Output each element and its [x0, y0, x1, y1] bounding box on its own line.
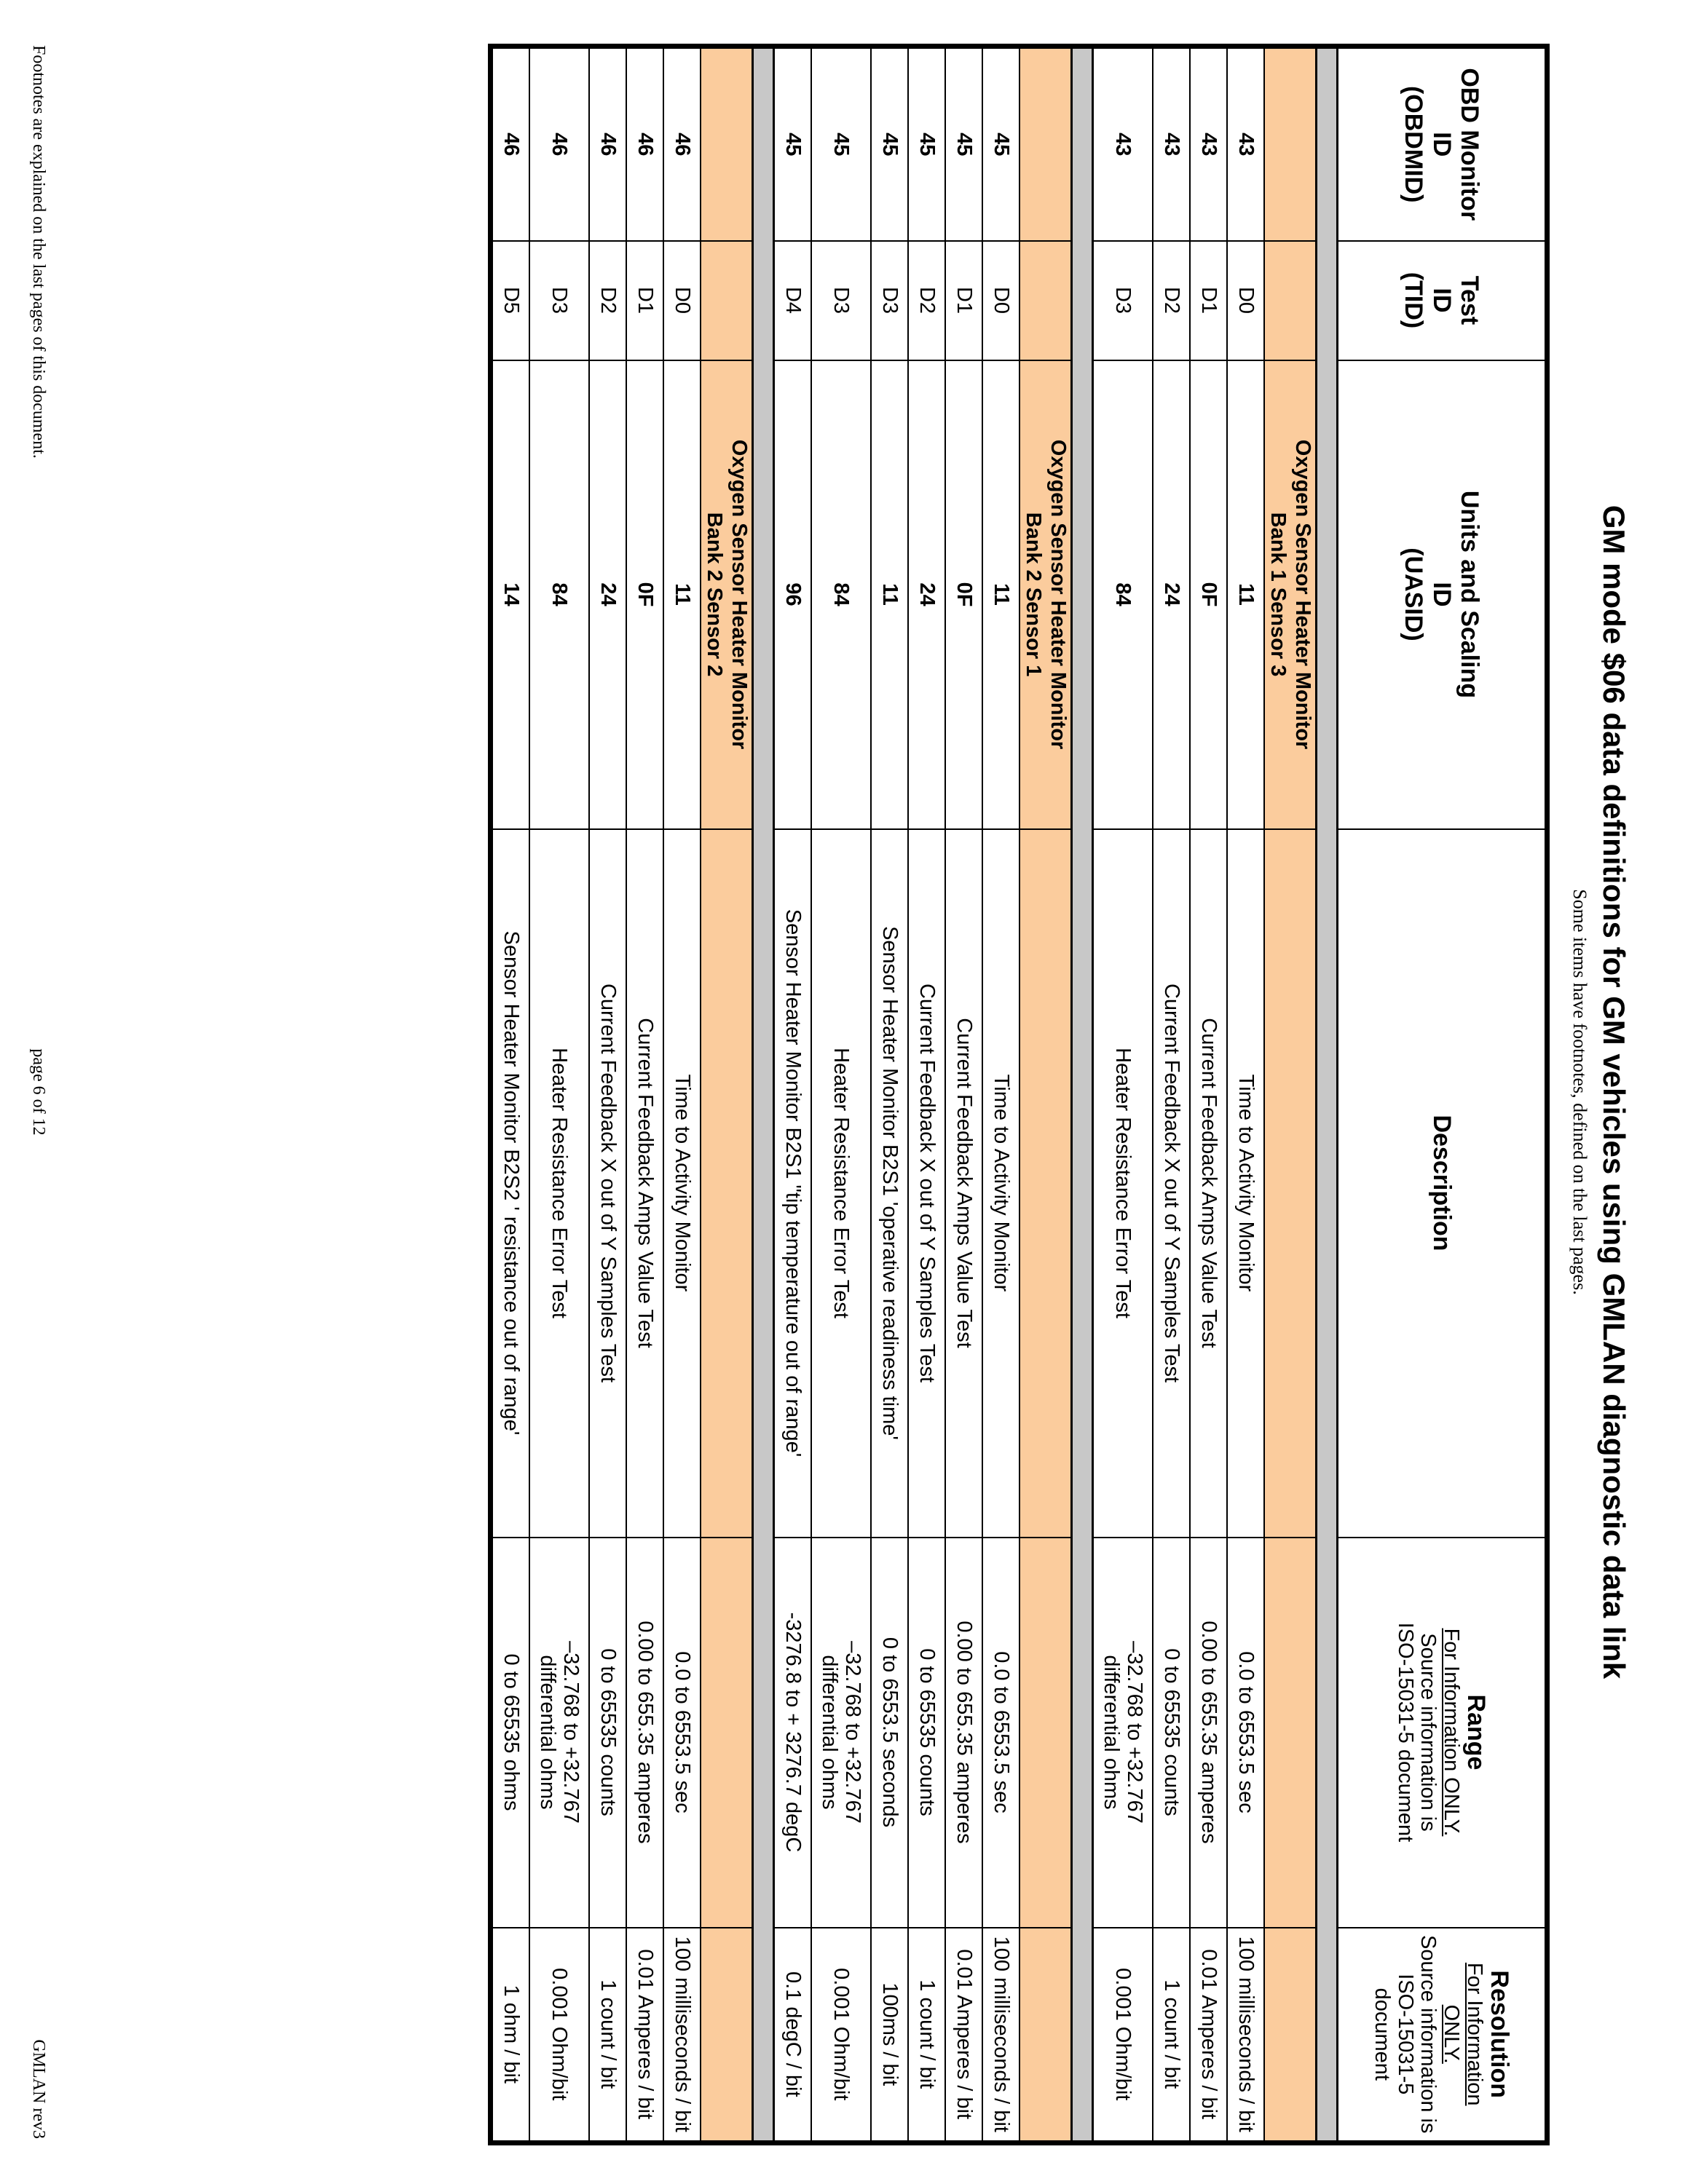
separator-cell [1072, 47, 1093, 2143]
uasid-cell: 84 [529, 360, 589, 829]
separator-cell [1317, 47, 1338, 2143]
page-title: GM mode $06 data definitions for GM vehicles using GMLAN diagnostic data link [1597, 505, 1631, 1679]
obdmid-cell: 46 [491, 47, 530, 241]
section-title: Oxygen Sensor Heater Monitor Bank 2 Sensor 2 [701, 360, 753, 829]
section-blank-cell [1019, 241, 1072, 360]
section-blank-cell [701, 1928, 753, 2143]
section-title: Oxygen Sensor Heater Monitor Bank 2 Sensor 1 [1019, 360, 1072, 829]
uasid-cell: 24 [589, 360, 626, 829]
tid-cell: D2 [1153, 241, 1190, 360]
uasid-cell: 0F [1190, 360, 1227, 829]
table-row [1153, 47, 1190, 2143]
obdmid-cell: 46 [663, 47, 701, 241]
tid-cell: D0 [982, 241, 1019, 360]
tid-cell: D3 [529, 241, 589, 360]
obdmid-cell: 46 [529, 47, 589, 241]
section-blank-cell [1264, 1538, 1317, 1928]
section-blank-cell [701, 47, 753, 241]
section-blank-cell [1264, 47, 1317, 241]
section-blank-cell [1019, 47, 1072, 241]
obdmid-cell: 43 [1190, 47, 1227, 241]
range-cell: 0.00 to 655.35 amperes [1190, 1538, 1227, 1928]
description-cell: Heater Resistance Error Test [529, 829, 589, 1538]
header-range: Range For Information ONLY. Source information is ISO-15031-5 document [1338, 1538, 1547, 1928]
range-cell: 0 to 65535 ohms [491, 1538, 530, 1928]
description-cell: Sensor Heater Monitor B2S1 "tip temperature out of range' [774, 829, 812, 1538]
range-cell: 0 to 65535 counts [1153, 1538, 1190, 1928]
table-row [945, 47, 982, 2143]
description-cell: Time to Activity Monitor [663, 829, 701, 1538]
table-row [774, 47, 812, 2143]
resolution-cell: 0.001 Ohm/bit [529, 1928, 589, 2143]
resolution-cell: 100ms / bit [871, 1928, 908, 2143]
uasid-cell: 11 [663, 360, 701, 829]
tid-cell: D1 [1190, 241, 1227, 360]
description-cell: Heater Resistance Error Test [1093, 829, 1153, 1538]
table-row [1190, 47, 1227, 2143]
footer-page-number: page 6 of 12 [29, 1048, 48, 1136]
header-tid: Test ID (TID) [1338, 241, 1547, 360]
obdmid-cell: 45 [908, 47, 945, 241]
section-separator [753, 47, 774, 2143]
tid-cell: D3 [871, 241, 908, 360]
tid-cell: D3 [1093, 241, 1153, 360]
table-row [626, 47, 663, 2143]
description-cell: Current Feedback Amps Value Test [1190, 829, 1227, 1538]
table-row [871, 47, 908, 2143]
resolution-cell: 1 count / bit [589, 1928, 626, 2143]
section-heading-row [1264, 47, 1317, 2143]
resolution-cell: 100 milliseconds / bit [663, 1928, 701, 2143]
header-resolution: Resolution For Information ONLY. Source information is ISO-15031-5 document [1338, 1928, 1547, 2143]
description-cell: Sensor Heater Monitor B2S1 'operative readiness time' [871, 829, 908, 1538]
uasid-cell: 96 [774, 360, 812, 829]
range-cell: –32.768 to +32.767 differential ohms [529, 1538, 589, 1928]
resolution-cell: 0.01 Amperes / bit [626, 1928, 663, 2143]
description-cell: Current Feedback Amps Value Test [626, 829, 663, 1538]
resolution-cell: 0.01 Amperes / bit [1190, 1928, 1227, 2143]
obdmid-cell: 43 [1227, 47, 1264, 241]
obdmid-cell: 45 [945, 47, 982, 241]
section-blank-cell [1264, 1928, 1317, 2143]
range-cell: 0.00 to 655.35 amperes [626, 1538, 663, 1928]
separator-cell [753, 47, 774, 2143]
description-cell: Current Feedback X out of Y Samples Test [589, 829, 626, 1538]
section-blank-cell [701, 241, 753, 360]
description-cell: Heater Resistance Error Test [811, 829, 871, 1538]
resolution-cell: 1 count / bit [908, 1928, 945, 2143]
obdmid-cell: 45 [871, 47, 908, 241]
table-row [811, 47, 871, 2143]
tid-cell: D1 [945, 241, 982, 360]
tid-cell: D5 [491, 241, 530, 360]
header-uasid: Units and Scaling ID (UASID) [1338, 360, 1547, 829]
obdmid-cell: 45 [982, 47, 1019, 241]
section-separator [1317, 47, 1338, 2143]
header-obdmid: OBD Monitor ID (OBDMID) [1338, 47, 1547, 241]
resolution-cell: 1 ohm / bit [491, 1928, 530, 2143]
uasid-cell: 84 [811, 360, 871, 829]
resolution-cell: 0.001 Ohm/bit [811, 1928, 871, 2143]
range-cell: 0.0 to 6553.5 sec [663, 1538, 701, 1928]
resolution-cell: 100 milliseconds / bit [1227, 1928, 1264, 2143]
tid-cell: D3 [811, 241, 871, 360]
footer-note: Footnotes are explained on the last pages of this document. [29, 45, 48, 459]
description-cell: Current Feedback X out of Y Samples Test [908, 829, 945, 1538]
uasid-cell: 0F [945, 360, 982, 829]
range-cell: -3276.8 to + 3276.7 degC [774, 1538, 812, 1928]
table-row [589, 47, 626, 2143]
obdmid-cell: 45 [811, 47, 871, 241]
section-heading-row [1019, 47, 1072, 2143]
header-description: Description [1338, 829, 1547, 1538]
table-row [1227, 47, 1264, 2143]
range-cell: –32.768 to +32.767 differential ohms [1093, 1538, 1153, 1928]
range-cell: 0 to 65535 counts [908, 1538, 945, 1928]
description-cell: Sensor Heater Monitor B2S2 ' resistance out of range' [491, 829, 530, 1538]
tid-cell: D4 [774, 241, 812, 360]
obdmid-cell: 45 [774, 47, 812, 241]
footer-revision: GMLAN rev3 [29, 2039, 48, 2139]
obdmid-cell: 46 [589, 47, 626, 241]
resolution-cell: 1 count / bit [1153, 1928, 1190, 2143]
data-definitions-table [488, 44, 1550, 2145]
table-row [982, 47, 1019, 2143]
description-cell: Current Feedback Amps Value Test [945, 829, 982, 1538]
header-row [1338, 47, 1547, 2143]
range-cell: 0.00 to 655.35 amperes [945, 1538, 982, 1928]
table-row [1093, 47, 1153, 2143]
uasid-cell: 0F [626, 360, 663, 829]
resolution-cell: 0.01 Amperes / bit [945, 1928, 982, 2143]
section-title: Oxygen Sensor Heater Monitor Bank 1 Sensor 3 [1264, 360, 1317, 829]
uasid-cell: 24 [1153, 360, 1190, 829]
section-blank-cell [1264, 241, 1317, 360]
section-blank-cell [701, 829, 753, 1538]
resolution-cell: 0.1 degC / bit [774, 1928, 812, 2143]
uasid-cell: 11 [1227, 360, 1264, 829]
uasid-cell: 84 [1093, 360, 1153, 829]
description-cell: Time to Activity Monitor [982, 829, 1019, 1538]
uasid-cell: 11 [982, 360, 1019, 829]
tid-cell: D2 [908, 241, 945, 360]
section-blank-cell [701, 1538, 753, 1928]
table-body [491, 47, 1338, 2143]
uasid-cell: 24 [908, 360, 945, 829]
range-cell: 0 to 65535 counts [589, 1538, 626, 1928]
section-separator [1072, 47, 1093, 2143]
tid-cell: D2 [589, 241, 626, 360]
page-subtitle: Some items have footnotes, defined on the last pages. [1569, 889, 1590, 1295]
section-blank-cell [1019, 829, 1072, 1538]
tid-cell: D0 [1227, 241, 1264, 360]
section-blank-cell [1264, 829, 1317, 1538]
table-row [908, 47, 945, 2143]
table-row [491, 47, 530, 2143]
section-blank-cell [1019, 1928, 1072, 2143]
range-cell: 0.0 to 6553.5 sec [1227, 1538, 1264, 1928]
obdmid-cell: 46 [626, 47, 663, 241]
tid-cell: D1 [626, 241, 663, 360]
table-row [529, 47, 589, 2143]
range-cell: 0.0 to 6553.5 sec [982, 1538, 1019, 1928]
section-heading-row [701, 47, 753, 2143]
section-blank-cell [1019, 1538, 1072, 1928]
tid-cell: D0 [663, 241, 701, 360]
obdmid-cell: 43 [1153, 47, 1190, 241]
table-row [663, 47, 701, 2143]
uasid-cell: 14 [491, 360, 530, 829]
resolution-cell: 0.001 Ohm/bit [1093, 1928, 1153, 2143]
obdmid-cell: 43 [1093, 47, 1153, 241]
uasid-cell: 11 [871, 360, 908, 829]
description-cell: Current Feedback X out of Y Samples Test [1153, 829, 1190, 1538]
range-cell: –32.768 to +32.767 differential ohms [811, 1538, 871, 1928]
range-cell: 0 to 6553.5 seconds [871, 1538, 908, 1928]
description-cell: Time to Activity Monitor [1227, 829, 1264, 1538]
resolution-cell: 100 milliseconds / bit [982, 1928, 1019, 2143]
